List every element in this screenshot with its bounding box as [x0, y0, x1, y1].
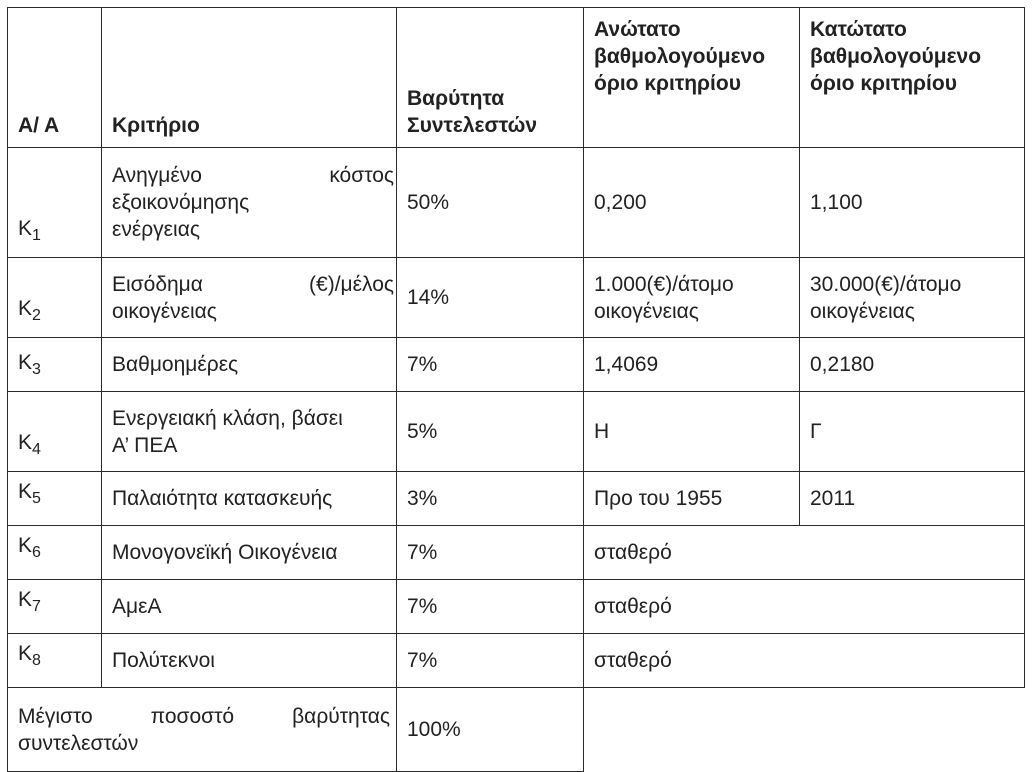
lower-limit-cell: 2011 — [800, 472, 1025, 526]
criterion-cell: Πολύτεκνοι — [102, 634, 397, 688]
table-row-k1 — [8, 148, 1025, 258]
criterion-cell: ΑμεΑ — [102, 580, 397, 634]
table-row-k2 — [8, 258, 1025, 338]
row-index: $K_3$ — [8, 338, 102, 392]
criterion-line: Εισόδημα (€)/μέλος — [112, 272, 394, 296]
row-index: $K_1$ — [8, 148, 102, 258]
criteria-table — [7, 7, 1025, 772]
row-index: $K_4$ — [8, 392, 102, 472]
upper-limit-cell — [584, 258, 800, 338]
weight-cell: 7% — [397, 526, 584, 580]
header-weight — [397, 8, 584, 148]
upper-limit-line: 1.000(€)/άτομο — [594, 272, 734, 296]
weight-cell: 50% — [397, 148, 584, 258]
criterion-line: Α’ ΠΕΑ — [112, 433, 178, 457]
criterion-cell — [102, 258, 397, 338]
total-label-cell — [8, 688, 397, 772]
header-lower-line3: όριο κριτηρίου — [810, 72, 957, 95]
lower-limit-cell — [800, 258, 1025, 338]
upper-limit-line: οικογένειας — [594, 299, 699, 323]
table-row-k7 — [8, 580, 1025, 634]
criterion-cell: Βαθμοημέρες — [102, 338, 397, 392]
weight-cell: 7% — [397, 634, 584, 688]
header-criterion: Κριτήριο — [102, 8, 397, 148]
empty-cell — [584, 688, 1025, 772]
header-upper-limit — [584, 8, 800, 148]
weight-cell: 3% — [397, 472, 584, 526]
lower-limit-line: 30.000(€)/άτομο — [810, 272, 962, 296]
header-upper-line3: όριο κριτηρίου — [594, 72, 741, 95]
criterion-cell: Παλαιότητα κατασκευής — [102, 472, 397, 526]
total-weight-cell: 100% — [397, 688, 584, 772]
row-index: $K_7$ — [8, 580, 102, 634]
weight-cell: 7% — [397, 338, 584, 392]
table-row-k6 — [8, 526, 1025, 580]
weight-cell: 5% — [397, 392, 584, 472]
header-weight-line1: Βαρύτητα — [407, 87, 505, 110]
weight-cell: 7% — [397, 580, 584, 634]
criterion-line: ενέργειας — [112, 218, 200, 241]
criterion-line: Ανηγμένο κόστος — [112, 164, 394, 187]
total-row — [8, 688, 1025, 772]
table-row-k5 — [8, 472, 1025, 526]
row-index: $K_2$ — [8, 258, 102, 338]
total-label-line: Μέγιστο ποσοστό βαρύτητας — [18, 704, 390, 728]
header-aa: Α/ Α — [8, 8, 102, 148]
lower-limit-cell: Γ — [800, 392, 1025, 472]
criterion-line: οικογένειας — [112, 299, 217, 323]
upper-limit-cell: Προ του 1955 — [584, 472, 800, 526]
criterion-line: Ενεργειακή κλάση, βάσει — [112, 406, 343, 430]
upper-limit-cell: 1,4069 — [584, 338, 800, 392]
lower-limit-line: οικογένειας — [810, 299, 915, 323]
criterion-cell — [102, 392, 397, 472]
criterion-line: εξοικονόμησης — [112, 191, 250, 214]
fixed-value-cell: σταθερό — [584, 634, 1025, 688]
lower-limit-cell: 0,2180 — [800, 338, 1025, 392]
header-upper-line1: Ανώτατο — [594, 18, 681, 41]
row-index: $K_8$ — [8, 634, 102, 688]
header-lower-limit — [800, 8, 1025, 148]
criterion-cell — [102, 148, 397, 258]
header-upper-line2: βαθμολογούμενο — [594, 45, 766, 68]
header-row — [8, 8, 1025, 148]
table-row-k8 — [8, 634, 1025, 688]
fixed-value-cell: σταθερό — [584, 526, 1025, 580]
row-index: $K_6$ — [8, 526, 102, 580]
fixed-value-cell: σταθερό — [584, 580, 1025, 634]
row-index: $K_5$ — [8, 472, 102, 526]
total-label-line: συντελεστών — [18, 731, 139, 755]
upper-limit-cell: Η — [584, 392, 800, 472]
criterion-cell: Μονογονεϊκή Οικογένεια — [102, 526, 397, 580]
weight-cell: 14% — [397, 258, 584, 338]
lower-limit-cell: 1,100 — [800, 148, 1025, 258]
header-lower-line1: Κατώτατο — [810, 18, 907, 41]
table-row-k3 — [8, 338, 1025, 392]
header-lower-line2: βαθμολογούμενο — [810, 45, 982, 68]
table-row-k4 — [8, 392, 1025, 472]
header-weight-line2: Συντελεστών — [407, 114, 538, 137]
upper-limit-cell: 0,200 — [584, 148, 800, 258]
